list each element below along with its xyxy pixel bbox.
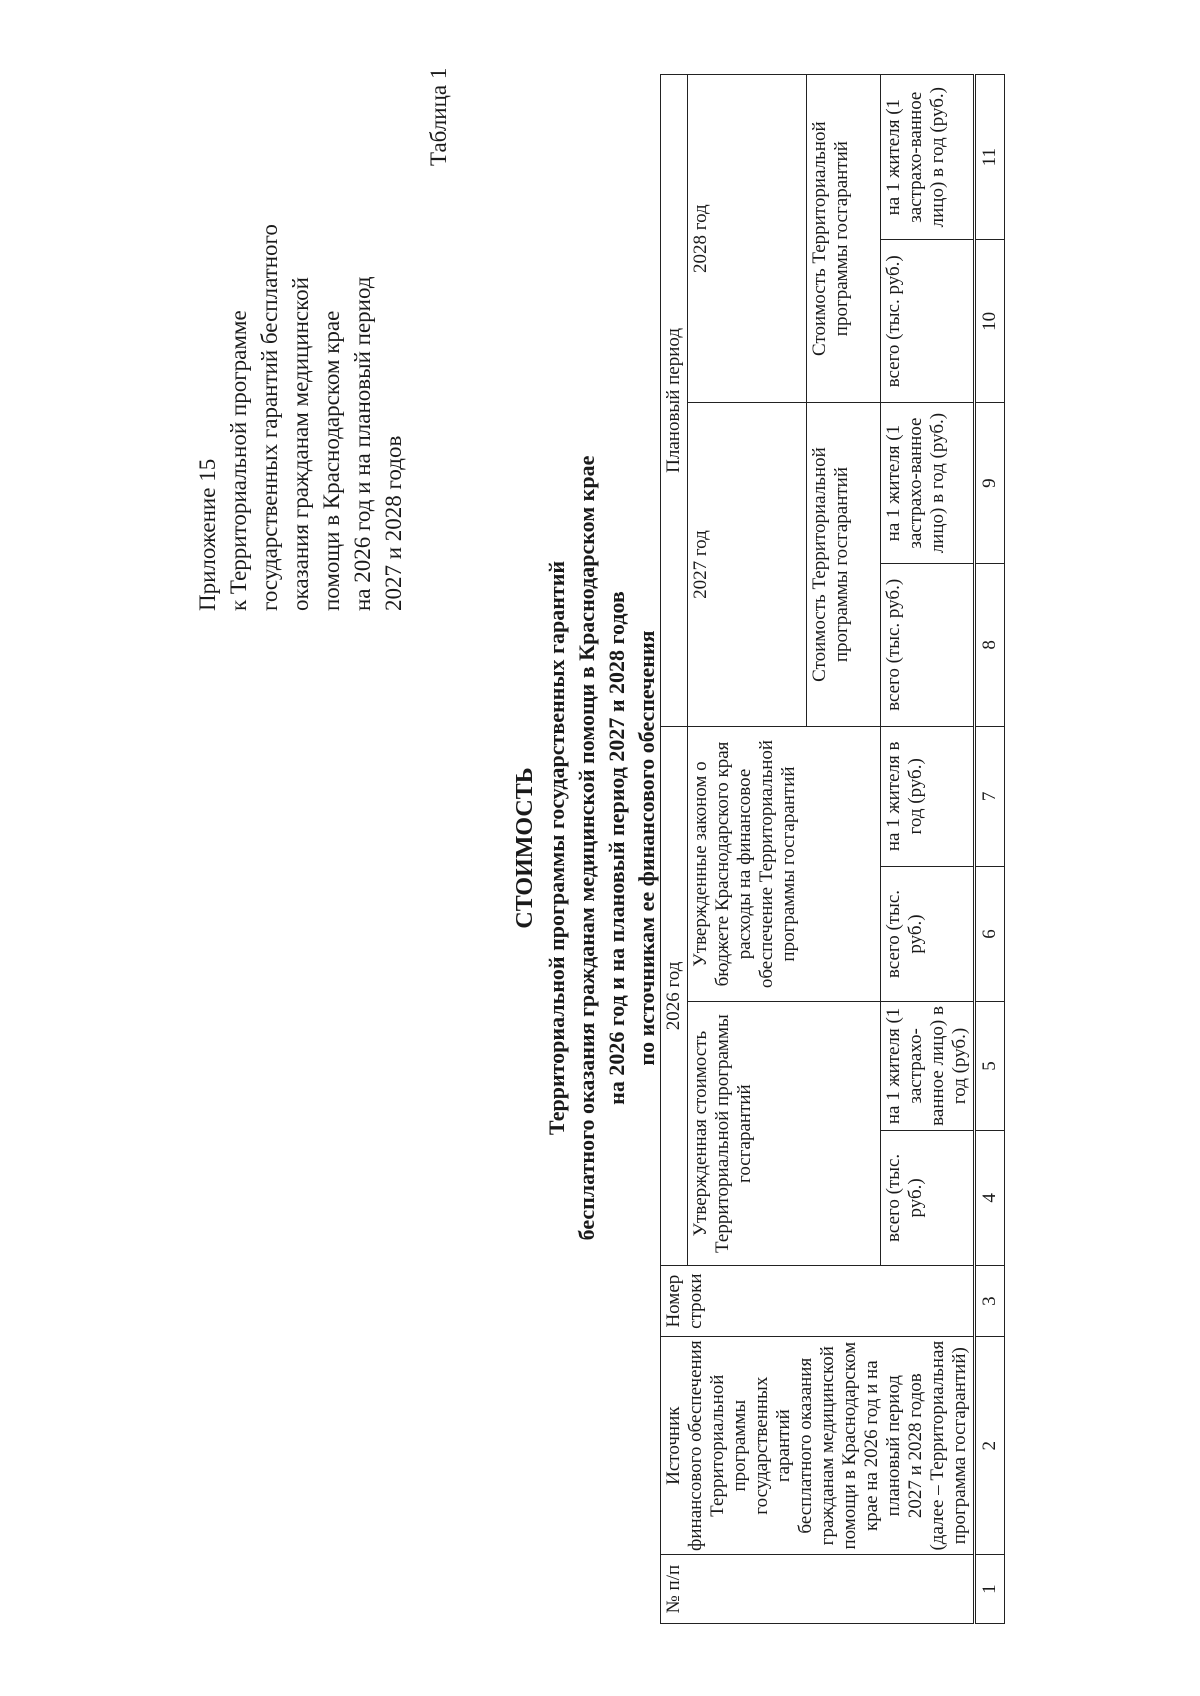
header-cell-cost-2028: Стоимость Территориальной программы госгарантий xyxy=(806,75,880,403)
header-cell-source xyxy=(661,1337,975,1555)
appendix-line: 2027 и 2028 годов xyxy=(381,435,406,611)
column-number-cell: 4 xyxy=(975,1130,1005,1265)
column-number-cell: 11 xyxy=(975,75,1005,240)
cost-table xyxy=(660,74,1005,1624)
header-cell-per-insured: на 1 жителя (1 застрахо-ванное лицо) в год (руб.) xyxy=(881,1002,975,1131)
header-cell-cost-2027: Стоимость Территориальной программы госгарантий xyxy=(806,403,880,727)
appendix-line: Приложение 15 xyxy=(195,458,220,611)
source-line: финансового обеспечения xyxy=(685,1340,706,1551)
header-cell-row-number: Номер строки xyxy=(661,1266,975,1337)
source-line: (далее – Территориальная xyxy=(927,1340,948,1551)
header-cell-2026: 2026 год xyxy=(661,726,688,1265)
header-cell-2027: 2027 год xyxy=(688,403,807,727)
document-title xyxy=(508,88,662,1608)
header-cell-law-expenses: Утвержденные законом о бюджете Краснодарского края расходы на финансовое обеспечение Территориальной программы госгарантий xyxy=(688,726,881,1001)
header-cell-total: всего (тыс. руб.) xyxy=(881,563,975,726)
appendix-line: оказания гражданам медицинской xyxy=(288,277,313,611)
column-number-cell: 3 xyxy=(975,1266,1005,1337)
table-label: Таблица 1 xyxy=(426,67,451,166)
column-number-cell: 6 xyxy=(975,866,1005,1001)
source-line: Территориальной программы xyxy=(707,1374,750,1517)
appendix-line: к Территориальной программе xyxy=(226,310,251,611)
appendix-line: на 2026 год и на плановый период xyxy=(350,276,375,611)
source-line: программа госгарантий) xyxy=(949,1347,970,1545)
header-cell-per-insured: на 1 жителя (1 застрахо-ванное лицо) в год (руб.) xyxy=(881,75,975,240)
title-line: по источникам ее финансового обеспечения xyxy=(634,630,659,1066)
source-line: государственных гарантий xyxy=(751,1376,794,1515)
header-cell-approved-cost: Утвержденная стоимость Территориальной программы госгарантий xyxy=(688,1002,881,1266)
column-number-cell: 8 xyxy=(975,563,1005,726)
source-line: бесплатного оказания xyxy=(795,1357,816,1534)
column-number-cell: 5 xyxy=(975,1002,1005,1131)
header-cell-2028: 2028 год xyxy=(688,75,807,403)
title-line: бесплатного оказания гражданам медицинской помощи в Краснодарском крае xyxy=(574,455,599,1241)
source-line: крае на 2026 год и на xyxy=(861,1360,882,1532)
header-cell-number: № п/п xyxy=(661,1555,975,1624)
title-line: Территориальной программы государственных гарантий xyxy=(544,560,569,1136)
appendix-line: помощи в Краснодарском крае xyxy=(319,310,344,611)
header-cell-planned-period: Плановый период xyxy=(661,75,688,727)
column-number-cell: 7 xyxy=(975,726,1005,866)
column-number-cell: 2 xyxy=(975,1337,1005,1555)
header-cell-total: всего (тыс. руб.) xyxy=(881,240,975,403)
column-number-cell: 1 xyxy=(975,1555,1005,1624)
column-number-cell: 10 xyxy=(975,240,1005,403)
header-cell-total: всего (тыс. руб.) xyxy=(881,1130,975,1265)
source-line: гражданам медицинской xyxy=(817,1346,838,1546)
source-line: плановый период xyxy=(883,1375,904,1517)
appendix-line: государственных гарантий бесплатного xyxy=(257,224,282,611)
source-line: 2027 и 2028 годов xyxy=(905,1373,926,1519)
header-cell-per-insured: на 1 жителя (1 застрахо-ванное лицо) в год (руб.) xyxy=(881,403,975,564)
appendix-header xyxy=(192,51,409,611)
source-line: Источник xyxy=(663,1406,684,1485)
column-number-cell: 9 xyxy=(975,403,1005,564)
header-cell-per-resident: на 1 жителя в год (руб.) xyxy=(881,726,975,866)
source-line: помощи в Краснодарском xyxy=(839,1341,860,1550)
header-cell-total: всего (тыс. руб.) xyxy=(881,866,975,1001)
title-main: СТОИМОСТЬ xyxy=(512,767,538,929)
title-line: на 2026 год и на плановый период 2027 и 2028 годов xyxy=(604,591,629,1105)
